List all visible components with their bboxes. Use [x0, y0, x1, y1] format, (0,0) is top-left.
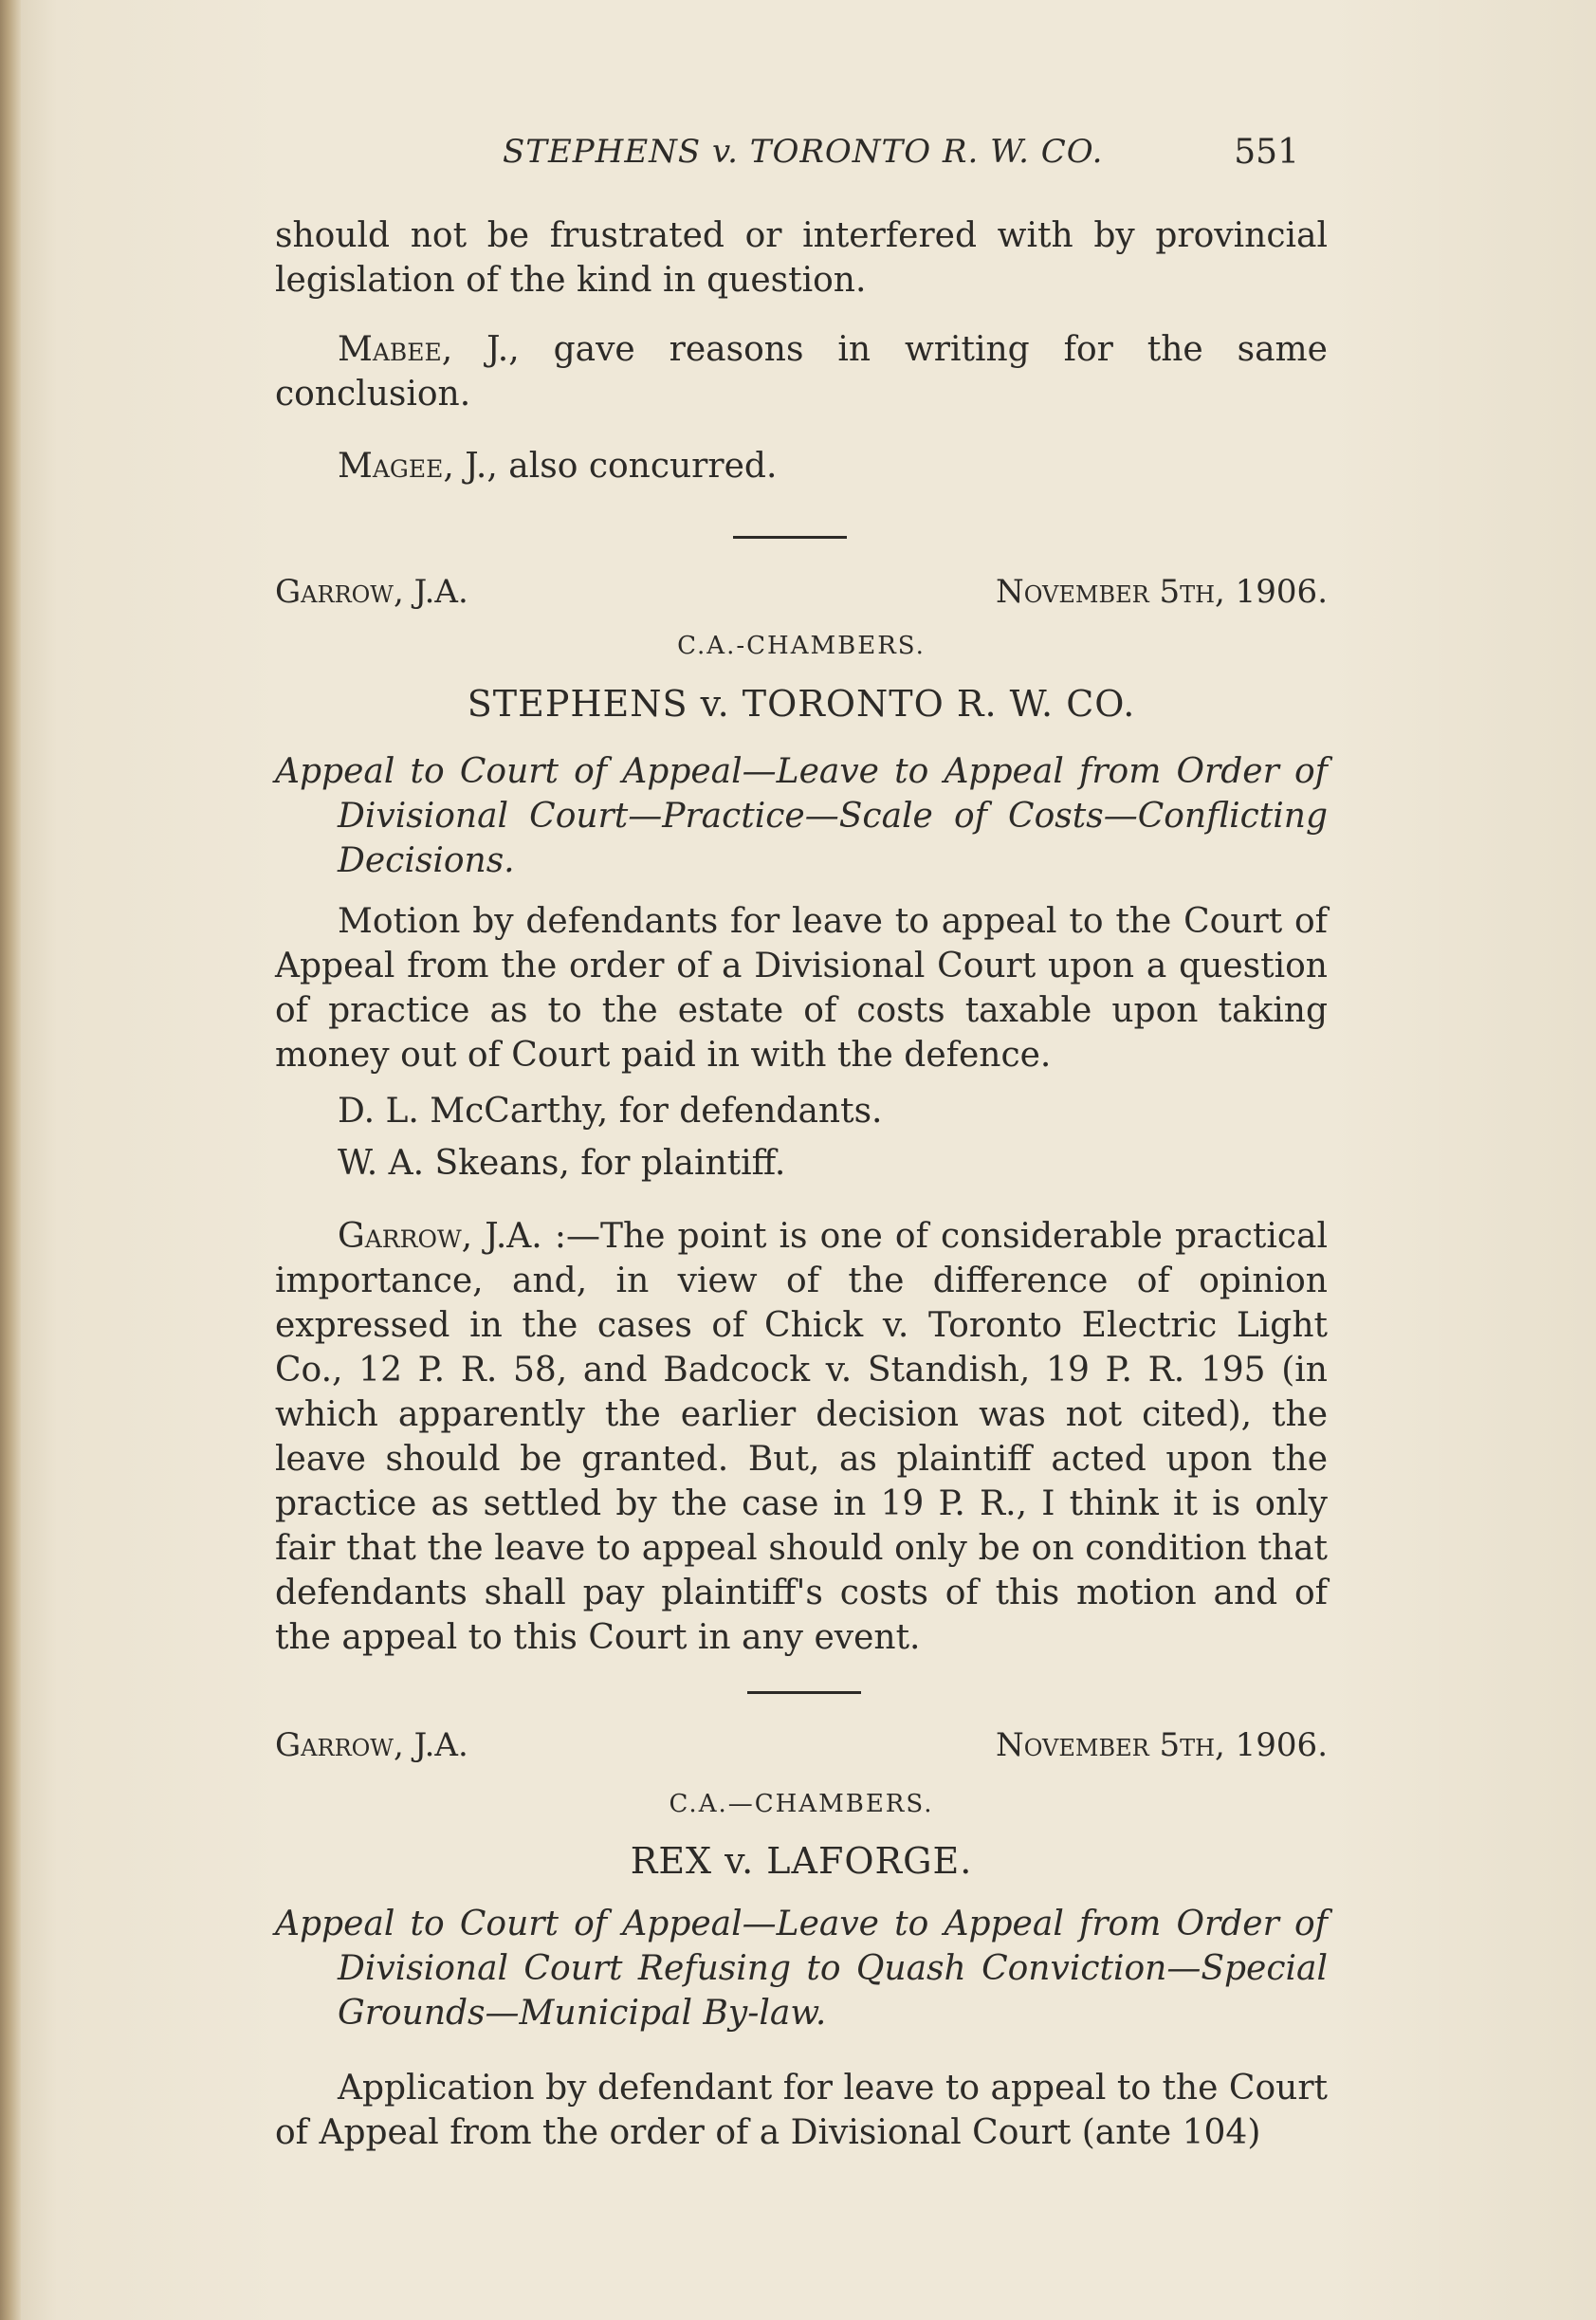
- case2-date: November 5th, 1906.: [996, 1726, 1328, 1764]
- case1-judge: Garrow, J.A.: [275, 573, 468, 611]
- case1-judgment-text: , J.A. :—The point is one of considerable practical importance, and, in view of the difference of opinion expressed in the cases of Chick v. Toronto Electric Light Co., 12 P. R. 58, and Badcock v. Standish, 19 P. R. 195 (in which apparently the earlier decision was not cited), the leave should be granted. But, as plaintiff acted upon the practice as settled by the case in 19 P. R., I think it is only fair that the leave to appeal should only be on condition that defendants shall pay plaintiff's costs of this motion and of the appeal to this Court in any event.: [275, 1217, 1328, 1657]
- case1-judge-date-line: [275, 573, 1328, 620]
- case1-motion-paragraph: [275, 899, 1328, 1077]
- case2-judge: Garrow, J.A.: [275, 1726, 468, 1764]
- case2-application: Application by defendant for leave to appeal to the Court of Appeal from the order of a Divisional Court (ante 104): [275, 2069, 1328, 2152]
- case1-judgment-judge: Garrow: [338, 1217, 462, 1256]
- section-divider: [733, 536, 847, 539]
- magee-judge-name: Magee: [338, 447, 444, 486]
- magee-paragraph: [275, 444, 1328, 488]
- page-number: 551: [1234, 133, 1299, 172]
- case1-title: STEPHENS v. TORONTO R. W. CO.: [467, 683, 1136, 725]
- case1-date: November 5th, 1906.: [996, 573, 1328, 611]
- case1-judgment-paragraph: [275, 1214, 1328, 1660]
- magee-text: , J., also concurred.: [443, 447, 778, 486]
- carryover-paragraph: [275, 213, 1328, 303]
- carryover-text: should not be frustrated or interfered with by provincial legislation of the kind in question.: [275, 216, 1328, 300]
- case2-court: C.A.—CHAMBERS.: [669, 1790, 934, 1818]
- case1-court: C.A.-CHAMBERS.: [677, 632, 926, 660]
- case2-application-paragraph: [275, 2066, 1328, 2155]
- case1-headnote: Appeal to Court of Appeal—Leave to Appeal from Order of Divisional Court—Practice—Scale of Costs—Conflicting Decisions.: [275, 752, 1328, 880]
- case2-headnote: Appeal to Court of Appeal—Leave to Appeal from Order of Divisional Court Refusing to Quash Conviction—Special Grounds—Municipal By-law.: [275, 1905, 1328, 2033]
- mabee-judge-name: Mabee: [338, 330, 442, 369]
- running-head: [275, 133, 1328, 180]
- mabee-text: , J., gave reasons in writing for the same conclusion.: [275, 330, 1328, 414]
- running-head-title: STEPHENS v. TORONTO R. W. CO.: [503, 133, 1104, 171]
- case1-motion: Motion by defendants for leave to appeal to the Court of Appeal from the order of a Divisional Court upon a question of practice as to the estate of costs taxable upon taking money out of Court paid in with the defence.: [275, 902, 1328, 1075]
- counsel-defendants: D. L. McCarthy, for defendants.: [338, 1092, 883, 1131]
- case2-title: REX v. LAFORGE.: [630, 1840, 973, 1882]
- mabee-paragraph: [275, 327, 1328, 416]
- case2-judge-date-line: [275, 1726, 1328, 1774]
- case1-counsel: [275, 1089, 1328, 1186]
- section-divider: [747, 1691, 861, 1694]
- book-spine-shadow: [0, 0, 21, 2320]
- counsel-plaintiff: W. A. Skeans, for plaintiff.: [338, 1144, 786, 1183]
